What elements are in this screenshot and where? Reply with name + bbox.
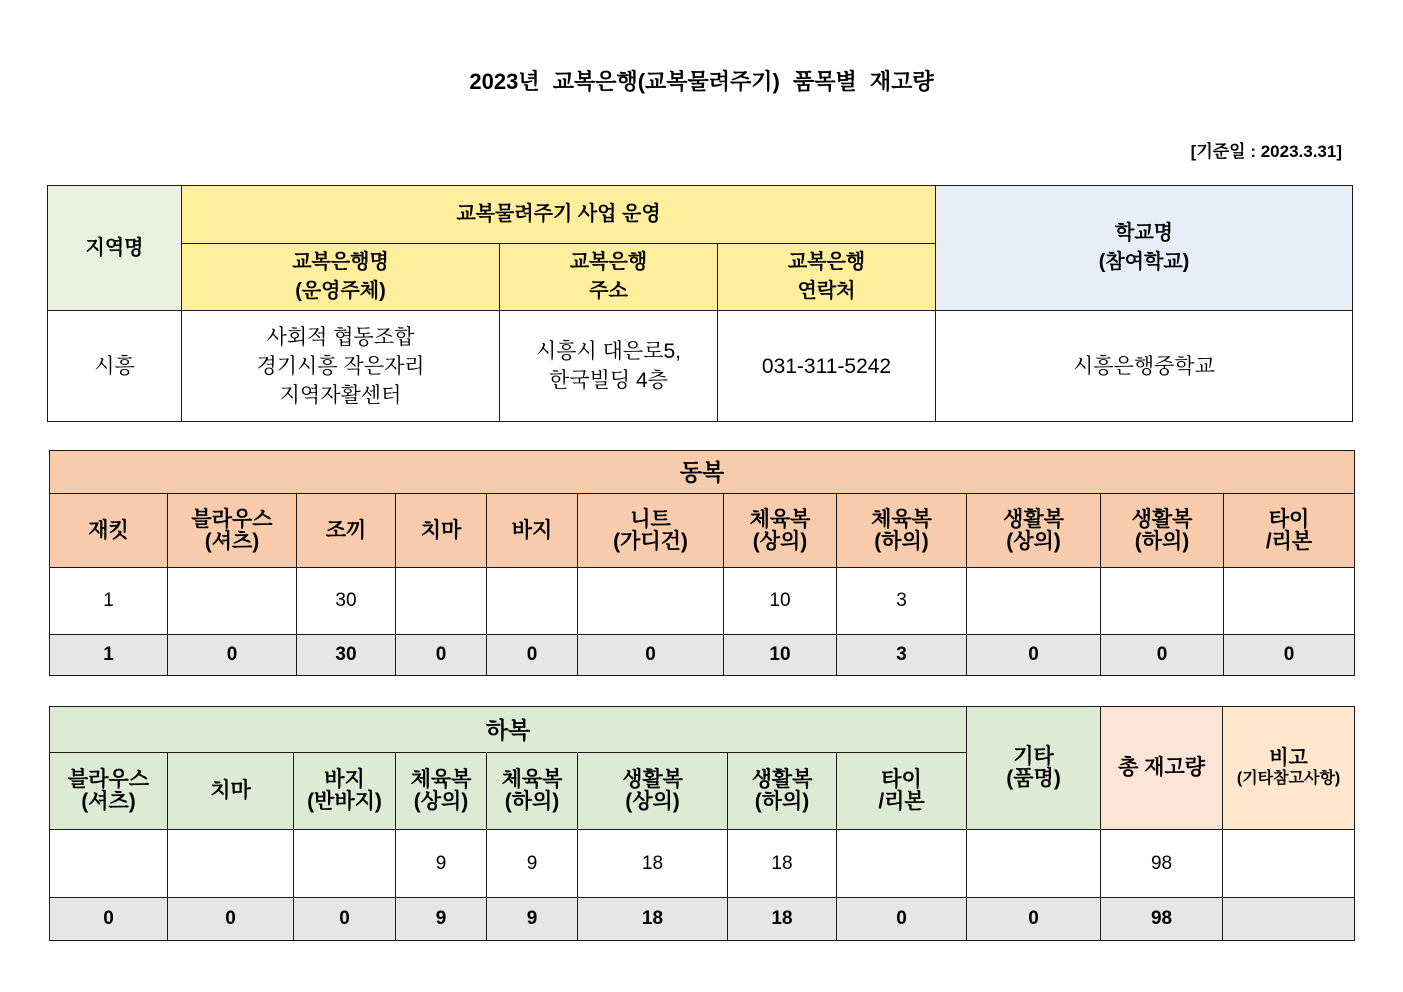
winter-total-knit: 0	[578, 635, 724, 676]
winter-quantity-tie	[1224, 568, 1355, 635]
summer-header-skirt: 치마	[168, 753, 294, 830]
winter-header-daily-top: 생활복 (상의)	[967, 494, 1101, 568]
winter-total-pants: 0	[487, 635, 578, 676]
winter-total-tie: 0	[1224, 635, 1355, 676]
winter-total-daily-top: 0	[967, 635, 1101, 676]
winter-quantity-pants	[487, 568, 578, 635]
document-title: 2023년 교복은행(교복물려주기) 품목별 재고량	[469, 69, 934, 94]
winter-uniform-table	[49, 450, 1355, 676]
winter-header-pants: 바지	[487, 494, 578, 568]
winter-header-skirt: 치마	[396, 494, 487, 568]
summer-total-daily-bottom: 18	[728, 898, 837, 941]
remarks-header	[1223, 707, 1355, 830]
summer-total-daily-top: 18	[578, 898, 728, 941]
summer-total-pants: 0	[294, 898, 396, 941]
bank-contact-header: 교복은행 연락처	[718, 244, 936, 311]
winter-total-jacket: 1	[50, 635, 168, 676]
summer-uniform-title: 하복	[50, 707, 967, 753]
school-cell: 시흥은행중학교	[936, 311, 1353, 422]
remarks-total	[1223, 898, 1355, 941]
winter-quantity-jacket: 1	[50, 568, 168, 635]
summer-total-tie: 0	[837, 898, 967, 941]
total-stock-quantity: 98	[1101, 830, 1223, 898]
summer-quantity-daily-bottom: 18	[728, 830, 837, 898]
summer-quantity-other	[967, 830, 1101, 898]
summer-quantity-pe-bottom: 9	[487, 830, 578, 898]
winter-quantity-skirt	[396, 568, 487, 635]
summer-total-skirt: 0	[168, 898, 294, 941]
winter-quantity-daily-bottom	[1101, 568, 1224, 635]
winter-quantity-daily-top	[967, 568, 1101, 635]
summer-header-daily-bottom: 생활복 (하의)	[728, 753, 837, 830]
winter-quantity-pe-bottom: 3	[837, 568, 967, 635]
winter-quantity-knit	[578, 568, 724, 635]
summer-quantity-skirt	[168, 830, 294, 898]
winter-quantity-vest: 30	[297, 568, 396, 635]
winter-header-pe-bottom: 체육복 (하의)	[837, 494, 967, 568]
winter-total-pe-top: 10	[724, 635, 837, 676]
bank-contact-cell: 031-311-5242	[718, 311, 936, 422]
winter-quantity-pe-top: 10	[724, 568, 837, 635]
summer-total-pe-top: 9	[396, 898, 487, 941]
summer-header-pe-top: 체육복 (상의)	[396, 753, 487, 830]
winter-total-skirt: 0	[396, 635, 487, 676]
region-header: 지역명	[48, 186, 182, 311]
bank-name-cell: 사회적 협동조합 경기시흥 작은자리 지역자활센터	[182, 311, 500, 422]
bank-address-cell: 시흥시 대은로5, 한국빌딩 4층	[500, 311, 718, 422]
summer-header-pe-bottom: 체육복 (하의)	[487, 753, 578, 830]
winter-total-vest: 30	[297, 635, 396, 676]
summer-header-daily-top: 생활복 (상의)	[578, 753, 728, 830]
operation-info-table	[47, 185, 1353, 422]
summer-quantity-tie	[837, 830, 967, 898]
summer-header-pants: 바지 (반바지)	[294, 753, 396, 830]
winter-header-daily-bottom: 생활복 (하의)	[1101, 494, 1224, 568]
winter-total-daily-bottom: 0	[1101, 635, 1224, 676]
winter-header-tie: 타이 /리본	[1224, 494, 1355, 568]
winter-quantity-blouse	[168, 568, 297, 635]
summer-total-other: 0	[967, 898, 1101, 941]
summer-quantity-pants	[294, 830, 396, 898]
summer-quantity-pe-top: 9	[396, 830, 487, 898]
bank-name-header: 교복은행명 (운영주체)	[182, 244, 500, 311]
program-operation-header: 교복물려주기 사업 운영	[182, 186, 936, 244]
summer-total-pe-bottom: 9	[487, 898, 578, 941]
winter-header-vest: 조끼	[297, 494, 396, 568]
winter-total-blouse: 0	[168, 635, 297, 676]
school-header: 학교명 (참여학교)	[936, 186, 1353, 311]
remarks-sublabel: (기타참고사항)	[1236, 770, 1341, 787]
winter-header-knit: 니트 (가디건)	[578, 494, 724, 568]
bank-address-header: 교복은행 주소	[500, 244, 718, 311]
winter-header-blouse: 블라우스 (셔츠)	[168, 494, 297, 568]
total-stock-total: 98	[1101, 898, 1223, 941]
summer-uniform-table	[49, 706, 1355, 941]
summer-header-tie: 타이 /리본	[837, 753, 967, 830]
winter-header-pe-top: 체육복 (상의)	[724, 494, 837, 568]
remarks-quantity	[1223, 830, 1355, 898]
summer-header-other: 기타 (품명)	[967, 707, 1101, 830]
summer-quantity-blouse	[50, 830, 168, 898]
winter-uniform-title: 동복	[50, 451, 1355, 494]
winter-total-pe-bottom: 3	[837, 635, 967, 676]
summer-quantity-daily-top: 18	[578, 830, 728, 898]
summer-header-blouse: 블라우스 (셔츠)	[50, 753, 168, 830]
winter-header-jacket: 재킷	[50, 494, 168, 568]
region-cell: 시흥	[48, 311, 182, 422]
remarks-label: 비고	[1269, 747, 1308, 769]
summer-total-blouse: 0	[50, 898, 168, 941]
reference-date: [기준일 : 2023.3.31]	[1190, 142, 1342, 161]
total-stock-header: 총 재고량	[1101, 707, 1223, 830]
